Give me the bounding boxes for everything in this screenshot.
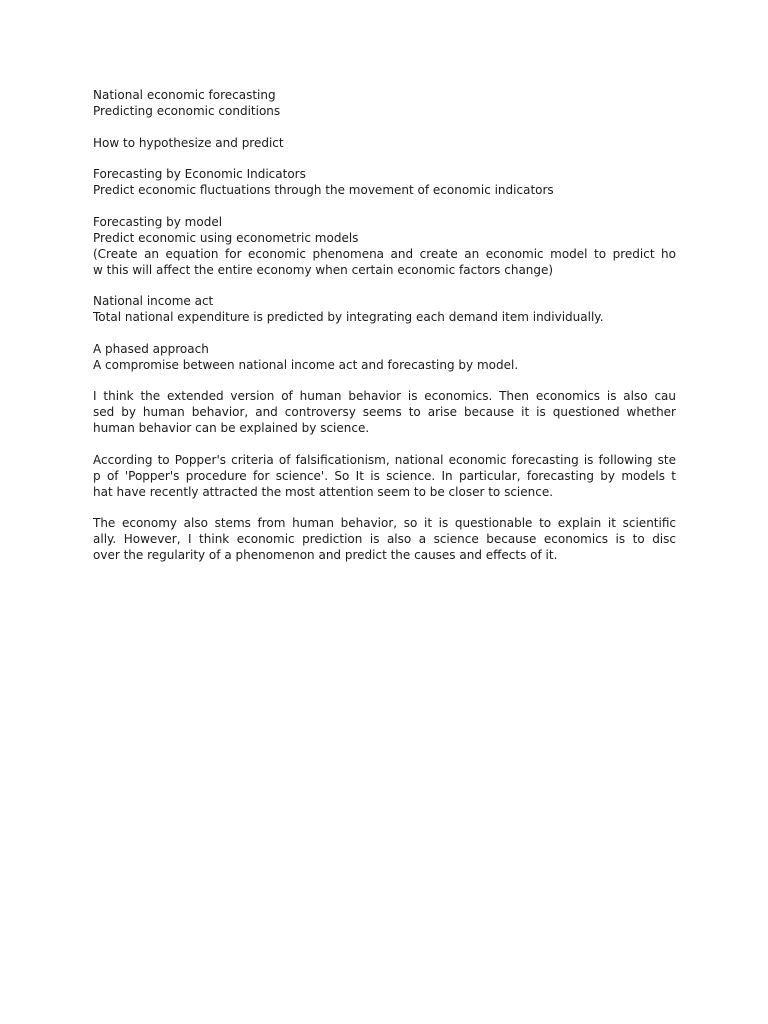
paragraph-line: hat have recently attracted the most attention seem to be closer to science. — [93, 484, 554, 499]
section-text: (Create an equation for economic phenomena and create an economic model to predict ho — [93, 246, 676, 261]
paragraph-line: According to Popper's criteria of falsificationism, national economic forecasting is following ste — [93, 452, 676, 467]
paragraph-line: ally. However, I think economic prediction is also a science because economics is to disc — [93, 532, 676, 546]
section-text: w this will affect the entire economy when certain economic factors change) — [93, 262, 554, 277]
paragraph-line: I think the extended version of human behavior is economics. Then economics is also cau — [93, 389, 676, 403]
section-title: National economic forecasting — [93, 88, 276, 102]
paragraph-line: The economy also stems from human behavior, so it is questionable to explain it scientific — [93, 516, 676, 530]
section-title: How to hypothesize and predict — [93, 135, 284, 150]
paragraph-human-behavior — [93, 388, 676, 436]
section-subtitle: Predicting economic conditions — [93, 104, 281, 118]
paragraph-line: p of 'Popper's procedure for science'. So It is science. In particular, forecasting by models t — [93, 468, 676, 483]
paragraph-conclusion — [93, 515, 676, 563]
section-text: A compromise between national income act and forecasting by model. — [93, 357, 519, 372]
block-economic-indicators — [93, 166, 676, 198]
section-text: Total national expenditure is predicted by integrating each demand item individually. — [93, 310, 604, 324]
block-national-income-act — [93, 293, 676, 325]
document-body — [93, 87, 676, 579]
paragraph-popper — [93, 452, 676, 500]
section-title: Forecasting by model — [93, 214, 223, 229]
heading-block-national-forecasting — [93, 87, 676, 119]
section-title: Forecasting by Economic Indicators — [93, 167, 306, 181]
section-title: A phased approach — [93, 341, 209, 356]
section-text: Predict economic using econometric models — [93, 230, 359, 245]
block-forecasting-model — [93, 214, 676, 278]
heading-block-hypothesize — [93, 135, 676, 151]
paragraph-line: sed by human behavior, and controversy seems to arise because it is questioned whether — [93, 405, 676, 419]
paragraph-line: over the regularity of a phenomenon and predict the causes and effects of it. — [93, 548, 558, 562]
section-title: National income act — [93, 294, 214, 308]
paragraph-line: human behavior can be explained by science. — [93, 421, 370, 435]
block-phased-approach — [93, 341, 676, 373]
section-text: Predict economic fluctuations through the movement of economic indicators — [93, 183, 554, 197]
